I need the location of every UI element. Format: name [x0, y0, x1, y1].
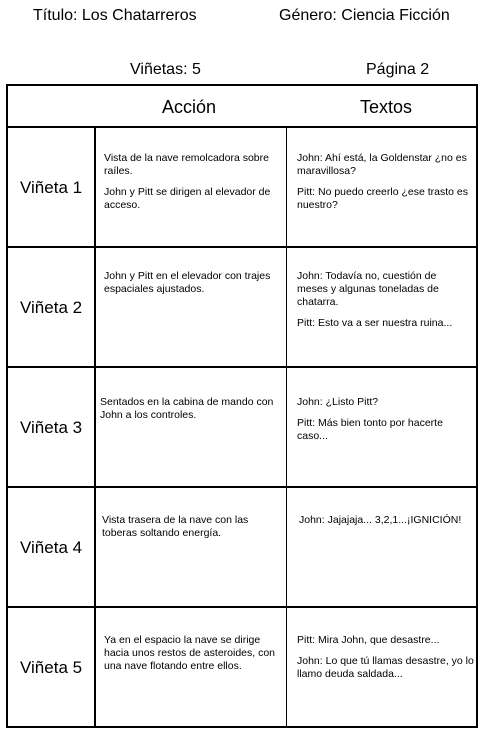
- panel-label: Viñeta 1: [20, 178, 83, 197]
- panel-label-cell: [8, 608, 96, 728]
- dialogue-cell: [287, 368, 476, 486]
- table-row: [8, 128, 476, 248]
- action-text: Vista trasera de la nave con las toberas soltando energía.: [102, 514, 249, 539]
- action-text: Vista de la nave remolcadora sobre raíles.: [104, 152, 269, 177]
- script-table: [6, 84, 478, 728]
- action-cell: [96, 248, 287, 366]
- panel-label-cell: [8, 488, 96, 606]
- action-cell: [96, 128, 287, 246]
- action-cell: [96, 488, 287, 606]
- dialogue-cell: [287, 488, 476, 606]
- dialogue-text: John: ¿Listo Pitt?: [297, 396, 379, 408]
- dialogue-cell: [287, 128, 476, 246]
- action-text: John y Pitt se dirigen al elevador de acceso.: [104, 186, 271, 211]
- action-text: John y Pitt en el elevador con trajes espaciales ajustados.: [104, 270, 271, 295]
- table-row: [8, 488, 476, 608]
- table-header-row: [8, 86, 476, 128]
- panel-label: Viñeta 2: [20, 298, 83, 317]
- dialogue-text: John: Jajajaja... 3,2,1...¡IGNICIÓN!: [299, 514, 462, 526]
- table-row: [8, 608, 476, 728]
- dialogue-text: John: Ahí está, la Goldenstar ¿no es maravillosa?: [297, 152, 467, 177]
- script-genre: Género: Ciencia Ficción: [279, 7, 450, 24]
- panel-label-cell: [8, 368, 96, 486]
- dialogue-text: Pitt: Mira John, que desastre...: [297, 634, 440, 646]
- table-row: [8, 248, 476, 368]
- panel-label: Viñeta 3: [20, 418, 83, 437]
- dialogue-text: Pitt: No puedo creerlo ¿ese trasto es nuestro?: [297, 186, 468, 211]
- page-number: Página 2: [366, 61, 430, 78]
- action-text: Ya en el espacio la nave se dirige hacia unos restos de asteroides, con una nave flotando entre ellos.: [104, 634, 276, 672]
- dialogue-text: Pitt: Más bien tonto por hacerte caso...: [297, 417, 443, 442]
- action-cell: [96, 368, 287, 486]
- dialogue-text: John: Lo que tú llamas desastre, yo lo llamo deuda saldada...: [297, 655, 474, 680]
- panel-label-cell: [8, 128, 96, 246]
- dialogue-text: John: Todavía no, cuestión de meses y algunas toneladas de chatarra.: [297, 270, 439, 308]
- script-title: Título: Los Chatarreros: [33, 7, 197, 24]
- dialogue-cell: [287, 248, 476, 366]
- dialogue-cell: [287, 608, 476, 728]
- panel-count: Viñetas: 5: [130, 61, 201, 78]
- column-header-action: Acción: [162, 97, 217, 117]
- panel-label-cell: [8, 248, 96, 366]
- action-text: Sentados en la cabina de mando con John a los controles.: [100, 396, 274, 421]
- action-cell: [96, 608, 287, 728]
- panel-label: Viñeta 4: [20, 538, 83, 557]
- table-row: [8, 368, 476, 488]
- column-header-text: Textos: [360, 97, 413, 117]
- dialogue-text: Pitt: Esto va a ser nuestra ruina...: [297, 317, 453, 329]
- panel-label: Viñeta 5: [20, 658, 83, 677]
